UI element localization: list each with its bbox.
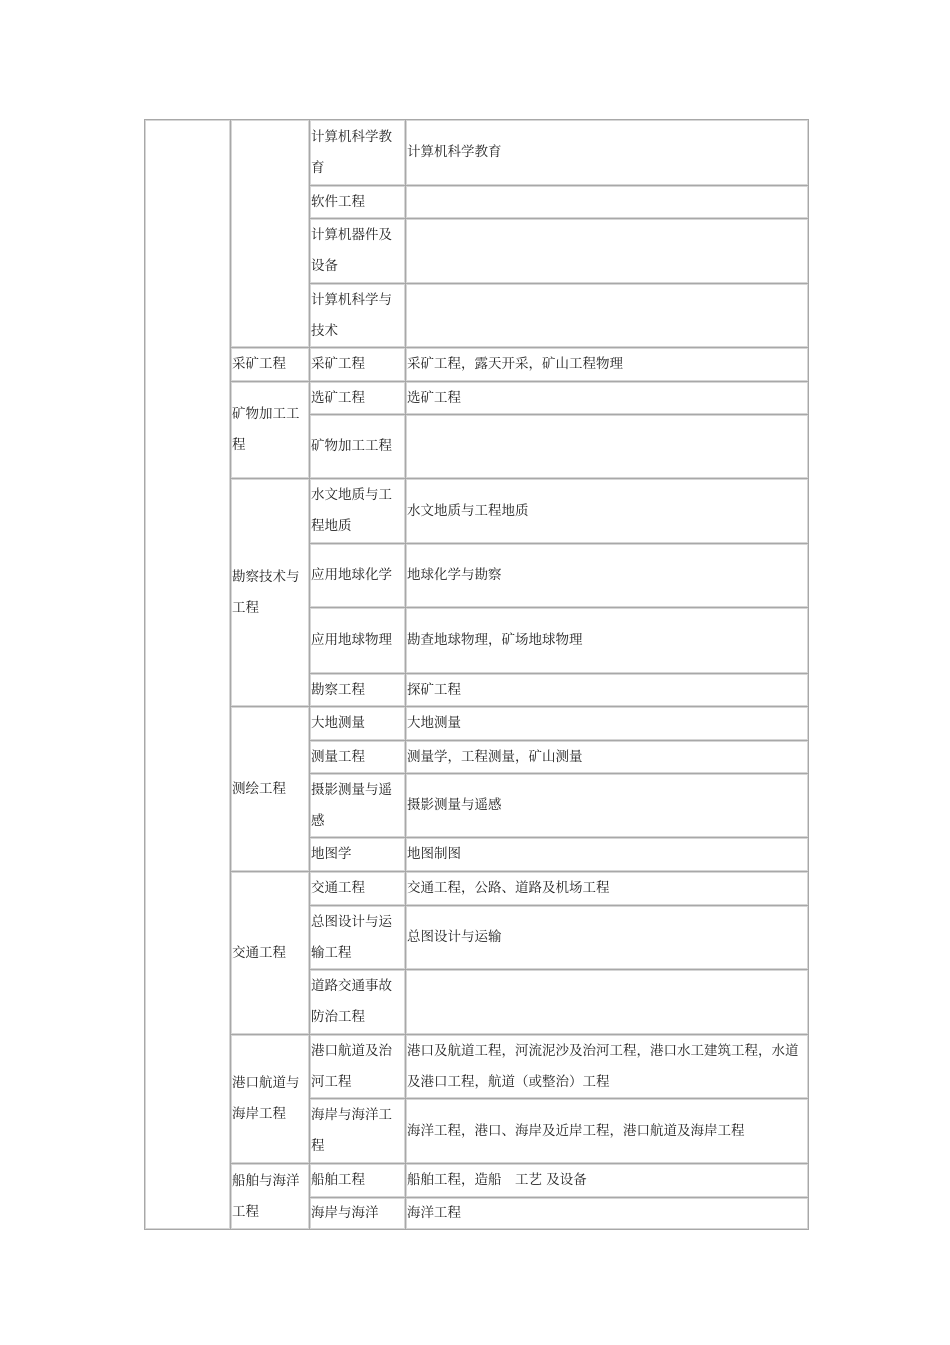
- table-cell-old-major: 探矿工程: [406, 674, 809, 707]
- table-cell-major: 矿物加工工程: [310, 415, 406, 479]
- table-cell-major: 摄影测量与遥感: [310, 774, 406, 838]
- table-cell-major: 地图学: [310, 838, 406, 872]
- table-cell-old-major: 摄影测量与遥感: [406, 774, 809, 838]
- table-cell-major: 港口航道及治河工程: [310, 1035, 406, 1099]
- majors-table: [144, 119, 809, 1230]
- table-cell-major: 大地测量: [310, 707, 406, 741]
- table-row: [145, 707, 809, 741]
- table-cell-old-major: 测量学，工程测量，矿山测量: [406, 741, 809, 774]
- table-cell-major: 总图设计与运输工程: [310, 906, 406, 970]
- table-cell-major: 勘察工程: [310, 674, 406, 707]
- table-cell-old-major: 勘查地球物理，矿场地球物理: [406, 608, 809, 674]
- table-cell-category: 矿物加工工程: [231, 382, 310, 479]
- table-cell-old-major: 选矿工程: [406, 382, 809, 415]
- table-cell-old-major: 地图制图: [406, 838, 809, 872]
- table-cell-old-major: 地球化学与勘察: [406, 544, 809, 608]
- table-cell-major: 应用地球物理: [310, 608, 406, 674]
- table-cell-category: 港口航道与海岸工程: [231, 1035, 310, 1164]
- table-cell-old-major: 交通工程，公路、道路及机场工程: [406, 872, 809, 906]
- table-cell-major: 应用地球化学: [310, 544, 406, 608]
- table-cell-major: 船舶工程: [310, 1164, 406, 1198]
- table-cell-major: 海岸与海洋: [310, 1198, 406, 1230]
- table-cell-old-major-prefix: 海洋工程，: [407, 1122, 475, 1139]
- table-cell-old-major: 总图设计与运输: [406, 906, 809, 970]
- table-cell-category: 测绘工程: [231, 707, 310, 872]
- table-cell-major: 道路交通事故防治工程: [310, 970, 406, 1035]
- table-row: [145, 120, 809, 186]
- table-cell-old-major: 海洋工程: [406, 1198, 809, 1230]
- table-cell-category: 交通工程: [231, 872, 310, 1035]
- table-cell-old-major: 船舶工程，造船 工艺 及设备: [406, 1164, 809, 1198]
- table-row: [145, 479, 809, 544]
- table-cell-old-major: [406, 970, 809, 1035]
- table-row: [145, 872, 809, 906]
- table-cell-major: 海岸与海洋工程: [310, 1099, 406, 1164]
- table-row: [145, 1035, 809, 1099]
- table-cell-old-major: 水文地质与工程地质: [406, 479, 809, 544]
- table-cell-category: 采矿工程: [231, 348, 310, 382]
- table-cell-major: 计算机器件及设备: [310, 219, 406, 284]
- table-cell-category: 船舶与海洋工程: [231, 1164, 310, 1230]
- table-cell-old-major: 计算机科学教育: [406, 120, 809, 186]
- table-cell-major: 水文地质与工程地质: [310, 479, 406, 544]
- table-cell-old-major: [406, 415, 809, 479]
- table-cell-old-major: [406, 1099, 809, 1164]
- table-cell-major: 采矿工程: [310, 348, 406, 382]
- table-cell-old-major: [406, 284, 809, 348]
- table-cell-old-major: 大地测量: [406, 707, 809, 741]
- table-cell-blank: [145, 120, 231, 1230]
- table-cell-major: 软件工程: [310, 186, 406, 219]
- table-cell-old-major-rest: 港口、海岸及近岸工程，港口航道及海岸工程: [474, 1122, 745, 1139]
- table-cell-major: 交通工程: [310, 872, 406, 906]
- table-cell-old-major: [406, 186, 809, 219]
- table-cell-old-major: [406, 219, 809, 284]
- table-cell-category: [231, 120, 310, 348]
- table-cell-major: 计算机科学与技术: [310, 284, 406, 348]
- table-row: [145, 348, 809, 382]
- table-cell-old-major: 采矿工程，露天开采，矿山工程物理: [406, 348, 809, 382]
- table-cell-major: 选矿工程: [310, 382, 406, 415]
- table-cell-old-major: 港口及航道工程，河流泥沙及治河工程，港口水工建筑工程，水道及港口工程，航道（或整治）工程: [406, 1035, 809, 1099]
- table-cell-major: 测量工程: [310, 741, 406, 774]
- table-cell-category: 勘察技术与工程: [231, 479, 310, 707]
- table-row: [145, 382, 809, 415]
- table-row: [145, 1164, 809, 1198]
- table-cell-major: 计算机科学教育: [310, 120, 406, 186]
